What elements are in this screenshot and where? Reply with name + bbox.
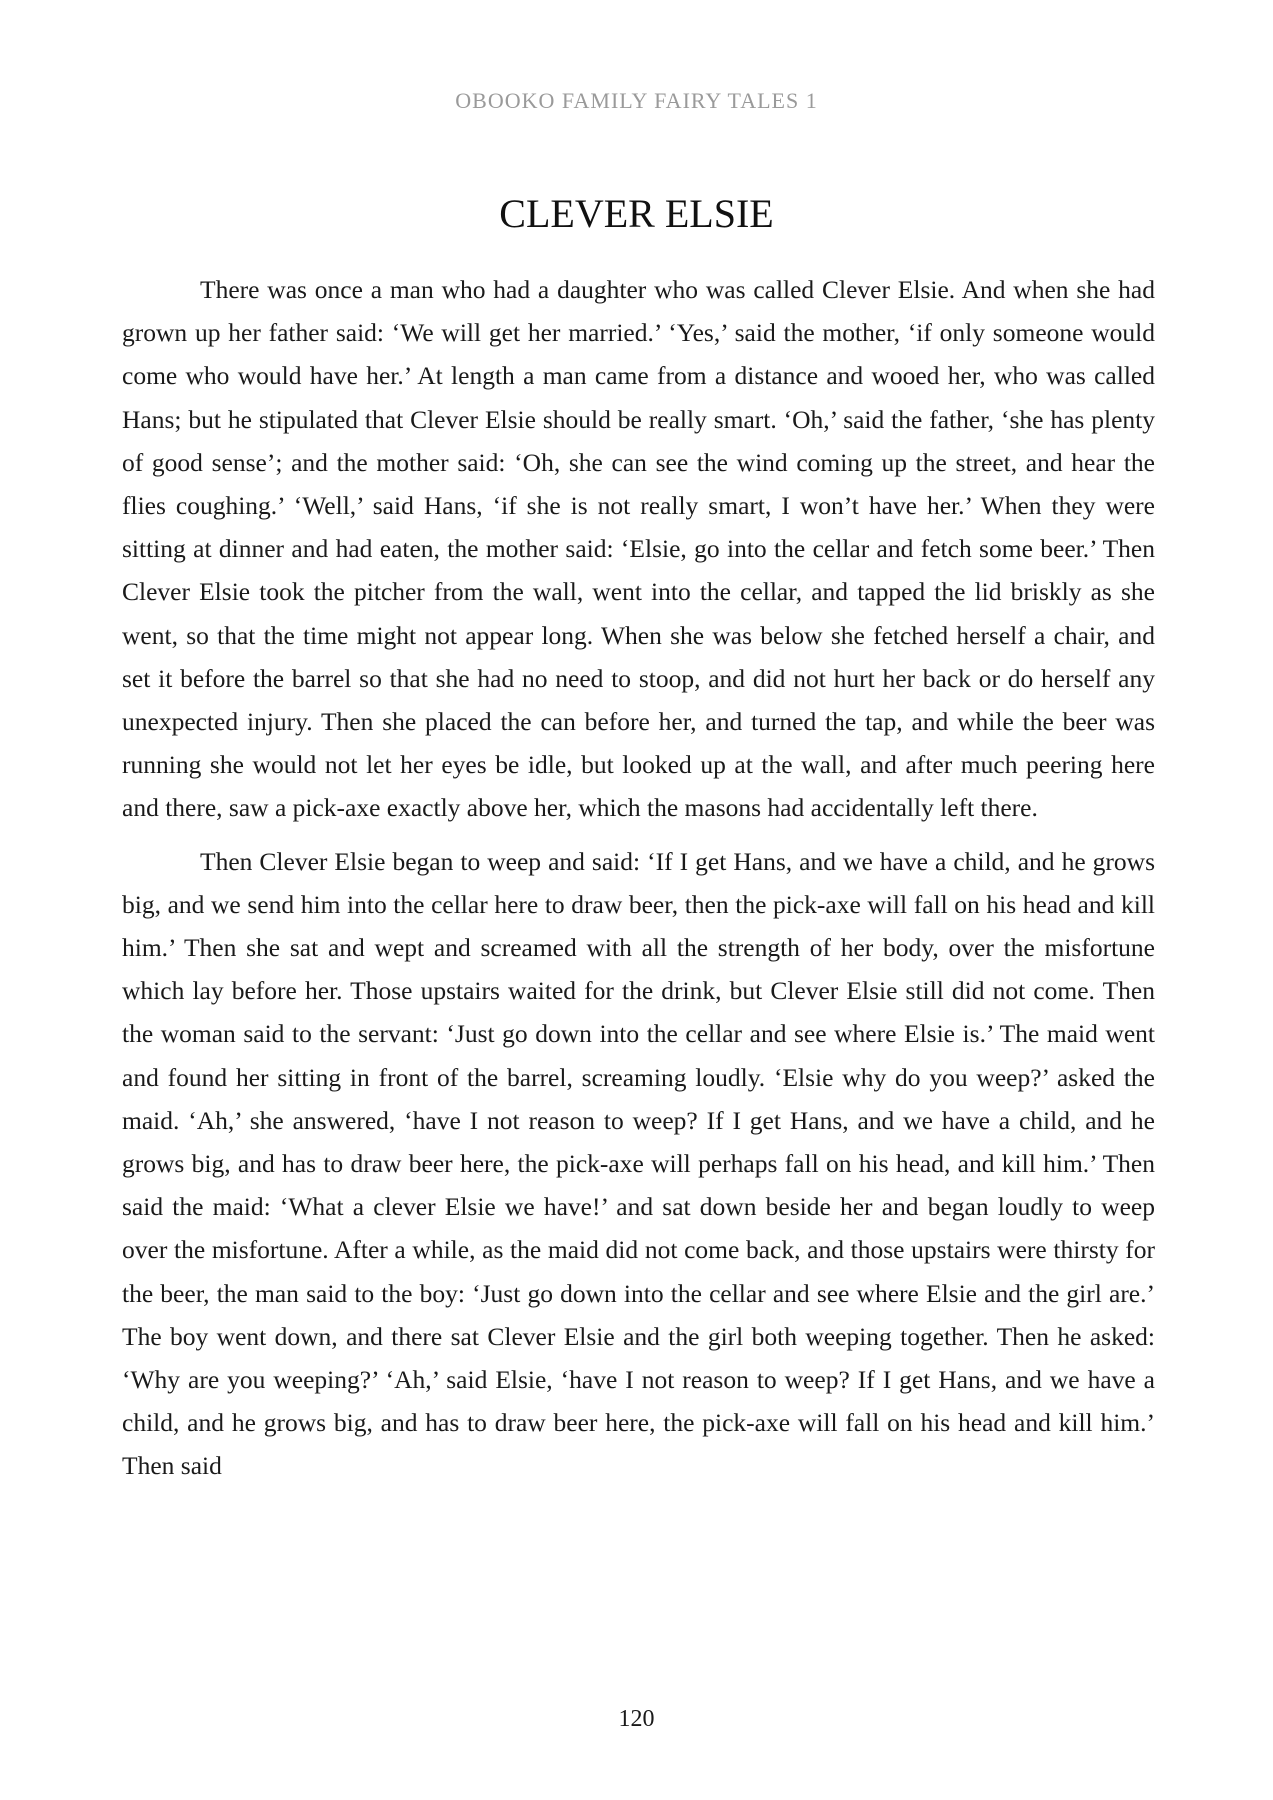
- story-title: CLEVER ELSIE: [499, 191, 774, 236]
- page-number: 120: [618, 1706, 655, 1732]
- story-body: [122, 268, 1155, 1498]
- paragraph: Then Clever Elsie began to weep and said: ‘If I get Hans, and we have a child, and he grows big, and we send him into the cellar here to draw beer, then the pick-axe will fall on his head and kill him.’ Then she sat and wept and screamed with all the strength of her body, over the misfortune which lay before her. Those upstairs waited for the drink, but Clever Elsie still did not come. Then the woman said to the servant: ‘Just go down into the cellar and see where Elsie is.’ The maid went and found her sitting in front of the barrel, screaming loudly. ‘Elsie why do you weep?’ asked the maid. ‘Ah,’ she answered, ‘have I not reason to weep? If I get Hans, and we have a child, and he grows big, and has to draw beer here, the pick-axe will perhaps fall on his head, and kill him.’ Then said the maid: ‘What a clever Elsie we have!’ and sat down beside her and began loudly to weep over the misfortune. After a while, as the maid did not come back, and those upstairs were thirsty for the beer, the man said to the boy: ‘Just go down into the cellar and see where Elsie and the girl are.’ The boy went down, and there sat Clever Elsie and the girl both weeping together. Then he asked: ‘Why are you weeping?’ ‘Ah,’ said Elsie, ‘have I not reason to weep? If I get Hans, and we have a child, and he grows big, and has to draw beer here, the pick-axe will fall on his head and kill him.’ Then said: [122, 846, 1155, 1481]
- running-header: OBOOKO FAMILY FAIRY TALES 1: [455, 88, 818, 113]
- paragraph: There was once a man who had a daughter who was called Clever Elsie. And when she had grown up her father said: ‘We will get her married.’ ‘Yes,’ said the mother, ‘if only someone would come who would have her.’ At length a man came from a distance and wooed her, who was called Hans; but he stipulated that Clever Elsie should be really smart. ‘Oh,’ said the father, ‘she has plenty of good sense’; and the mother said: ‘Oh, she can see the wind coming up the street, and hear the flies coughing.’ ‘Well,’ said Hans, ‘if she is not really smart, I won’t have her.’ When they were sitting at dinner and had eaten, the mother said: ‘Elsie, go into the cellar and fetch some beer.’ Then Clever Elsie took the pitcher from the wall, went into the cellar, and tapped the lid briskly as she went, so that the time might not appear long. When she was below she fetched herself a chair, and set it before the barrel so that she had no need to stoop, and did not hurt her back or do herself any unexpected injury. Then she placed the can before her, and turned the tap, and while the beer was running she would not let her eyes be idle, but looked up at the wall, and after much peering here and there, saw a pick-axe exactly above her, which the masons had accidentally left there.: [122, 275, 1155, 823]
